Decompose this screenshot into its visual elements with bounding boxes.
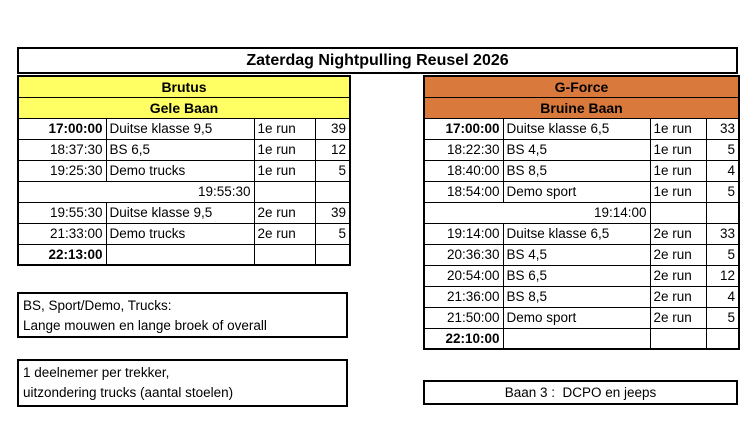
schedule-row: [424, 139, 739, 160]
track-name-bruine-baan: Bruine Baan: [424, 97, 739, 118]
cell-time: 19:55:30: [18, 181, 254, 202]
cell-run: 1e run: [254, 139, 315, 160]
cell-run: [650, 202, 706, 223]
cell-time: 21:33:00: [18, 223, 106, 244]
cell-count: 39: [315, 118, 350, 139]
schedule-row: [424, 265, 739, 286]
cell-count: 33: [706, 118, 739, 139]
cell-run: 1e run: [650, 160, 706, 181]
cell-time: 17:00:00: [18, 118, 106, 139]
cell-count: 4: [706, 160, 739, 181]
schedule-row: [424, 328, 739, 349]
cell-klasse: [106, 244, 254, 265]
schedule-row: [18, 118, 350, 139]
cell-run: [254, 181, 315, 202]
cell-count: [315, 244, 350, 265]
cell-time: 22:10:00: [424, 328, 503, 349]
cell-time: 18:37:30: [18, 139, 106, 160]
cell-klasse: Duitse klasse 9,5: [106, 202, 254, 223]
cell-count: 5: [315, 223, 350, 244]
cell-count: 5: [706, 307, 739, 328]
cell-run: [254, 244, 315, 265]
cell-run: 2e run: [254, 223, 315, 244]
team-name-gforce: G-Force: [424, 76, 739, 97]
cell-count: 5: [315, 160, 350, 181]
cell-time: 21:50:00: [424, 307, 503, 328]
cell-run: 2e run: [254, 202, 315, 223]
schedule-row: [18, 202, 350, 223]
schedule-row: [424, 118, 739, 139]
schedule-row: [424, 286, 739, 307]
team-header-row: [424, 76, 739, 97]
cell-count: 12: [706, 265, 739, 286]
cell-klasse: Demo sport: [503, 307, 650, 328]
cell-run: [650, 328, 706, 349]
cell-run: 2e run: [650, 244, 706, 265]
cell-klasse: Demo trucks: [106, 223, 254, 244]
cell-count: 5: [706, 181, 739, 202]
note-baan3: Baan 3 : DCPO en jeeps: [423, 380, 738, 405]
cell-time: 19:55:30: [18, 202, 106, 223]
note-dresscode-line2: Lange mouwen en lange broek of overall: [23, 318, 267, 333]
cell-run: 1e run: [650, 181, 706, 202]
cell-klasse: BS 6,5: [106, 139, 254, 160]
note-dresscode-line1: BS, Sport/Demo, Trucks:: [23, 298, 172, 313]
schedule-row: [18, 139, 350, 160]
cell-run: 1e run: [650, 118, 706, 139]
cell-count: [315, 181, 350, 202]
cell-count: 4: [706, 286, 739, 307]
cell-count: [706, 328, 739, 349]
cell-run: 2e run: [650, 307, 706, 328]
cell-run: 2e run: [650, 223, 706, 244]
schedule-row: [18, 160, 350, 181]
note-participants: [17, 359, 348, 407]
page-title: Zaterdag Nightpulling Reusel 2026: [17, 47, 738, 74]
cell-run: 1e run: [254, 160, 315, 181]
note-participants-line1: 1 deelnemer per trekker,: [23, 365, 170, 380]
schedule-row: [18, 244, 350, 265]
track-header-row: [424, 97, 739, 118]
note-dresscode: [17, 292, 348, 338]
cell-time: 19:25:30: [18, 160, 106, 181]
cell-count: 12: [315, 139, 350, 160]
note-participants-line2: uitzondering trucks (aantal stoelen): [23, 385, 234, 400]
cell-count: 33: [706, 223, 739, 244]
cell-time: 18:22:30: [424, 139, 503, 160]
team-header-row: [18, 76, 350, 97]
track-name-gele-baan: Gele Baan: [18, 97, 350, 118]
cell-count: [706, 202, 739, 223]
schedule-row: [424, 160, 739, 181]
cell-klasse: BS 4,5: [503, 244, 650, 265]
cell-klasse: [503, 328, 650, 349]
schedule-row: [424, 181, 739, 202]
cell-run: 2e run: [650, 286, 706, 307]
cell-time: 22:13:00: [18, 244, 106, 265]
cell-klasse: BS 4,5: [503, 139, 650, 160]
cell-klasse: Duitse klasse 9,5: [106, 118, 254, 139]
cell-time: 18:40:00: [424, 160, 503, 181]
cell-klasse: Duitse klasse 6,5: [503, 223, 650, 244]
schedule-table-gele-baan: [17, 75, 351, 266]
cell-time: 18:54:00: [424, 181, 503, 202]
schedule-row: [424, 307, 739, 328]
cell-time: 20:54:00: [424, 265, 503, 286]
schedule-row: [18, 223, 350, 244]
cell-time: 21:36:00: [424, 286, 503, 307]
cell-klasse: BS 8,5: [503, 286, 650, 307]
cell-time: 19:14:00: [424, 202, 650, 223]
cell-run: 2e run: [650, 265, 706, 286]
schedule-row: [18, 181, 350, 202]
cell-klasse: BS 6,5: [503, 265, 650, 286]
cell-count: 39: [315, 202, 350, 223]
cell-klasse: Demo sport: [503, 181, 650, 202]
schedule-row: [424, 223, 739, 244]
team-name-brutus: Brutus: [18, 76, 350, 97]
cell-klasse: BS 8,5: [503, 160, 650, 181]
cell-time: 17:00:00: [424, 118, 503, 139]
cell-klasse: Duitse klasse 6,5: [503, 118, 650, 139]
cell-count: 5: [706, 139, 739, 160]
track-header-row: [18, 97, 350, 118]
cell-time: 19:14:00: [424, 223, 503, 244]
schedule-table-bruine-baan: [423, 75, 740, 350]
cell-run: 1e run: [254, 118, 315, 139]
cell-time: 20:36:30: [424, 244, 503, 265]
schedule-row: [424, 202, 739, 223]
cell-run: 1e run: [650, 139, 706, 160]
cell-count: 5: [706, 244, 739, 265]
schedule-row: [424, 244, 739, 265]
cell-klasse: Demo trucks: [106, 160, 254, 181]
